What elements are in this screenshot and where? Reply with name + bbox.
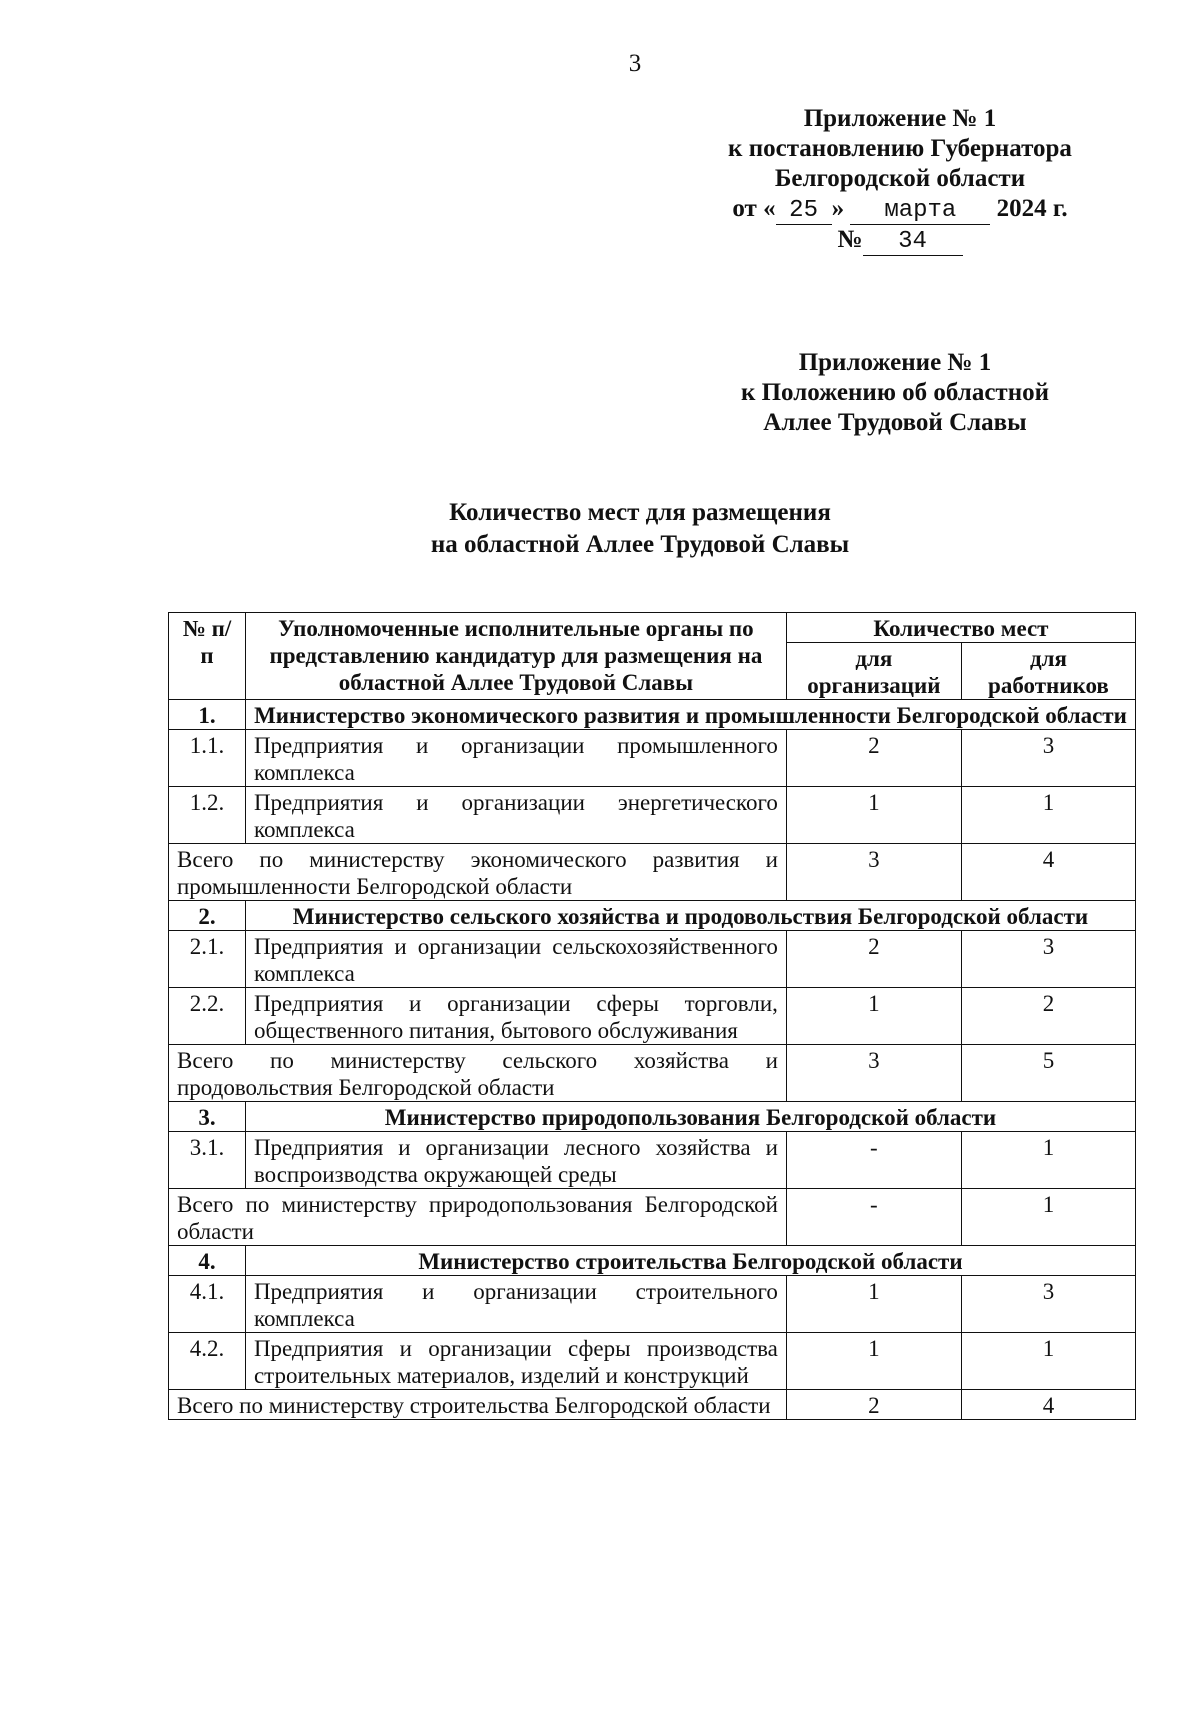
item-workers-count: 3 [961, 730, 1135, 787]
item-number: 3.1. [169, 1132, 246, 1189]
item-workers-count: 3 [961, 1276, 1135, 1333]
annex-decree-block [690, 104, 1110, 256]
annex-decree-line3: Белгородской области [774, 165, 1026, 192]
item-number: 2.1. [169, 931, 246, 988]
item-description: Предприятия и организации лесного хозяйства и воспроизводства окружающей среды [245, 1132, 786, 1189]
section-row [169, 901, 1136, 931]
table-header-row [169, 613, 1136, 643]
decree-month-field: марта [850, 198, 990, 225]
header-for-orgs: для организаций [786, 643, 961, 700]
total-label: Всего по министерству сельского хозяйства и продовольствия Белгородской области [169, 1045, 787, 1102]
total-label: Всего по министерству строительства Белгородской области [169, 1390, 787, 1420]
document-title-line1: Количество мест для размещения [449, 499, 831, 526]
total-row [169, 1390, 1136, 1420]
item-description: Предприятия и организации сельскохозяйственного комплекса [245, 931, 786, 988]
item-orgs-count: 1 [786, 787, 961, 844]
section-title: Министерство сельского хозяйства и продовольствия Белгородской области [245, 901, 1135, 931]
total-row [169, 1045, 1136, 1102]
total-workers-count: 1 [961, 1189, 1135, 1246]
total-orgs-count: 2 [786, 1390, 961, 1420]
item-orgs-count: 1 [786, 1333, 961, 1390]
item-orgs-count: 1 [786, 988, 961, 1045]
annex-regulation-line1: Приложение № 1 [798, 349, 992, 376]
header-number: № п/п [169, 613, 246, 700]
item-workers-count: 2 [961, 988, 1135, 1045]
header-count: Количество мест [786, 613, 1135, 643]
number-prefix: № [837, 226, 863, 253]
item-description: Предприятия и организации строительного комплекса [245, 1276, 786, 1333]
decree-date-line [690, 194, 1110, 225]
table-row [169, 931, 1136, 988]
decree-year: 2024 г. [996, 195, 1068, 222]
item-orgs-count: - [786, 1132, 961, 1189]
section-number: 4. [169, 1246, 246, 1276]
total-row [169, 1189, 1136, 1246]
annex-regulation-block [700, 348, 1090, 438]
section-number: 1. [169, 700, 246, 730]
decree-day-field: 25 [776, 198, 832, 225]
total-workers-count: 4 [961, 1390, 1135, 1420]
item-workers-count: 1 [961, 1333, 1135, 1390]
document-title-line2: на областной Аллее Трудовой Славы [430, 531, 850, 558]
total-label: Всего по министерству экономического развития и промышленности Белгородской области [169, 844, 787, 901]
total-orgs-count: 3 [786, 1045, 961, 1102]
table-row [169, 988, 1136, 1045]
document-title [300, 497, 980, 561]
annex-regulation-line3: Аллее Трудовой Славы [763, 409, 1027, 436]
annex-regulation-line2: к Положению об областной [740, 379, 1050, 406]
item-workers-count: 1 [961, 787, 1135, 844]
decree-number-field: 34 [863, 229, 963, 256]
total-orgs-count: - [786, 1189, 961, 1246]
allocation-table [168, 612, 1136, 1420]
total-workers-count: 5 [961, 1045, 1135, 1102]
item-workers-count: 1 [961, 1132, 1135, 1189]
item-description: Предприятия и организации сферы производства строительных материалов, изделий и конструкций [245, 1333, 786, 1390]
table-row [169, 1276, 1136, 1333]
section-row [169, 1246, 1136, 1276]
annex-decree-line2: к постановлению Губернатора [728, 135, 1072, 162]
table-row [169, 1333, 1136, 1390]
section-title: Министерство экономического развития и промышленности Белгородской области [245, 700, 1135, 730]
item-number: 1.2. [169, 787, 246, 844]
item-workers-count: 3 [961, 931, 1135, 988]
page-number: 3 [628, 50, 642, 77]
header-for-workers: для работников [961, 643, 1135, 700]
total-row [169, 844, 1136, 901]
decree-number-line [690, 225, 1110, 256]
total-label: Всего по министерству природопользования Белгородской области [169, 1189, 787, 1246]
section-row [169, 1102, 1136, 1132]
item-orgs-count: 1 [786, 1276, 961, 1333]
annex-decree-line1: Приложение № 1 [803, 105, 997, 132]
item-number: 4.2. [169, 1333, 246, 1390]
section-number: 3. [169, 1102, 246, 1132]
section-row [169, 700, 1136, 730]
item-number: 4.1. [169, 1276, 246, 1333]
section-title: Министерство строительства Белгородской области [245, 1246, 1135, 1276]
table-body [169, 700, 1136, 1420]
item-number: 1.1. [169, 730, 246, 787]
total-orgs-count: 3 [786, 844, 961, 901]
item-description: Предприятия и организации энергетического комплекса [245, 787, 786, 844]
item-number: 2.2. [169, 988, 246, 1045]
item-description: Предприятия и организации сферы торговли, общественного питания, бытового обслуживания [245, 988, 786, 1045]
total-workers-count: 4 [961, 844, 1135, 901]
section-title: Министерство природопользования Белгородской области [245, 1102, 1135, 1132]
table-row [169, 730, 1136, 787]
item-description: Предприятия и организации промышленного комплекса [245, 730, 786, 787]
item-orgs-count: 2 [786, 931, 961, 988]
header-organ: Уполномоченные исполнительные органы по представлению кандидатур для размещения на областной Аллее Трудовой Славы [245, 613, 786, 700]
table-row [169, 1132, 1136, 1189]
date-prefix: от « [732, 195, 776, 222]
date-mid: » [831, 195, 845, 222]
item-orgs-count: 2 [786, 730, 961, 787]
section-number: 2. [169, 901, 246, 931]
table-row [169, 787, 1136, 844]
